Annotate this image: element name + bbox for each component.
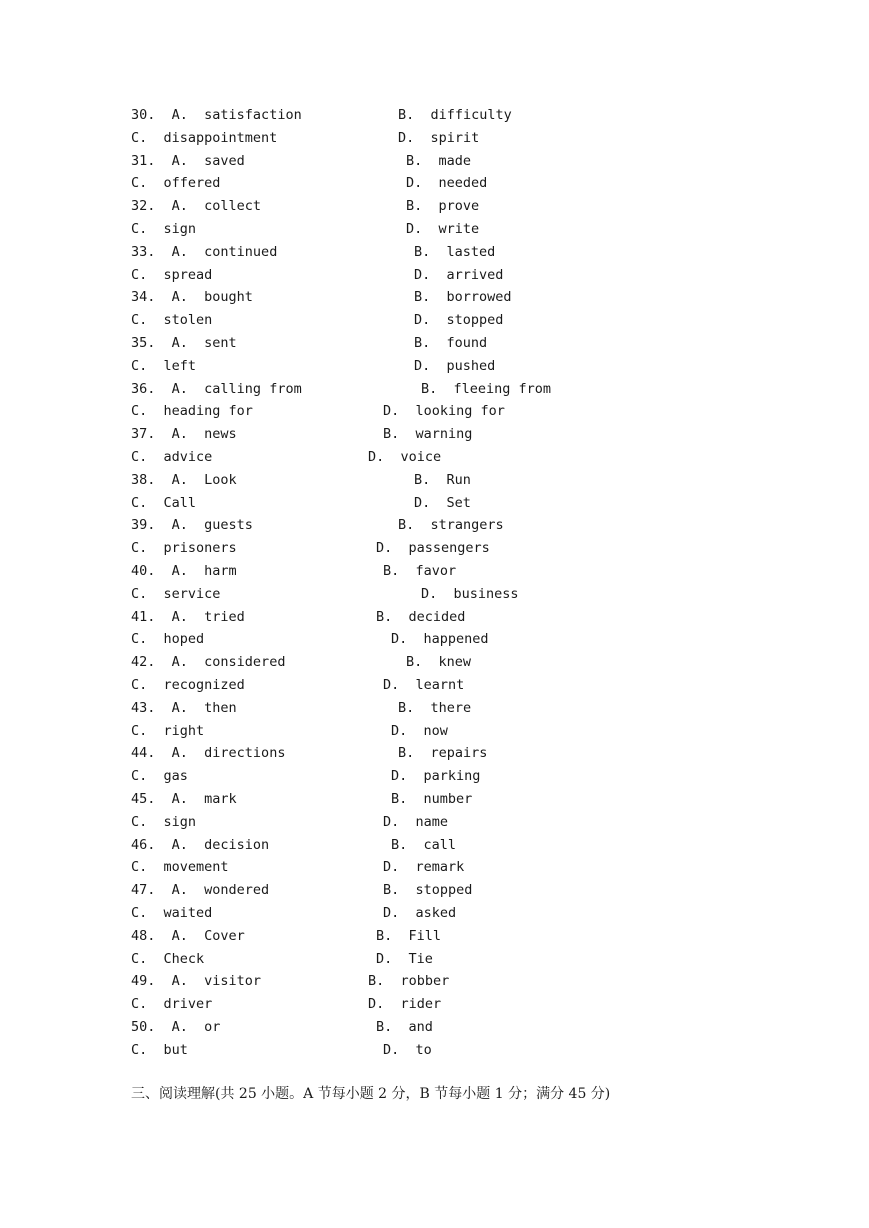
question-number: 35. [131, 335, 156, 351]
option-b: B. Run [414, 471, 471, 488]
question-label [131, 970, 261, 993]
question-label [131, 514, 253, 537]
option-c: C. gas [131, 768, 188, 785]
option-a: A. then [171, 699, 237, 716]
option-b: B. number [391, 791, 473, 807]
question-number: 33. [131, 243, 156, 260]
option-d: D. needed [406, 175, 488, 192]
option-d: D. stopped [414, 312, 504, 329]
question-number: 38. [131, 471, 156, 488]
option-b: B. stopped [383, 882, 473, 899]
option-c: C. driver [131, 996, 213, 1013]
option-a: A. harm [171, 563, 237, 579]
question-label [131, 742, 285, 765]
option-c: C. movement [131, 859, 229, 876]
question-label [131, 697, 237, 720]
option-c: C. sign [131, 813, 197, 830]
option-b: B. favor [383, 563, 457, 579]
option-a: A. or [171, 1019, 221, 1035]
option-c: C. right [131, 722, 205, 739]
question-label [131, 423, 237, 446]
question-number: 30. [131, 107, 156, 123]
option-b: B. made [406, 152, 472, 169]
option-a: A. tried [171, 608, 245, 625]
option-b: B. found [414, 335, 488, 351]
question-number: 32. [131, 198, 156, 215]
option-b: B. borrowed [414, 289, 512, 306]
option-c: C. Call [131, 494, 197, 511]
option-b: B. fleeing from [421, 380, 552, 397]
option-d: D. Set [414, 494, 471, 511]
question-number: 34. [131, 289, 156, 306]
option-d: D. Tie [376, 950, 433, 967]
question-number: 45. [131, 791, 156, 807]
option-c: C. prisoners [131, 540, 237, 557]
option-d: D. pushed [414, 357, 496, 374]
option-d: D. parking [391, 768, 481, 785]
option-a: A. bought [171, 289, 253, 306]
question-number: 49. [131, 973, 156, 990]
option-d: D. now [391, 722, 448, 739]
option-d: D. arrived [414, 266, 504, 283]
question-label [131, 651, 285, 674]
option-a: A. satisfaction [171, 107, 302, 123]
question-label [131, 286, 253, 309]
option-d: D. spirit [398, 129, 480, 146]
option-a: A. guests [171, 517, 253, 534]
option-b: B. knew [406, 654, 472, 671]
question-number: 36. [131, 380, 156, 397]
option-b: B. and [376, 1019, 433, 1035]
option-b: B. call [391, 836, 457, 853]
option-c: C. hoped [131, 631, 205, 648]
option-d: D. remark [383, 859, 465, 876]
question-number: 43. [131, 699, 156, 716]
question-number: 41. [131, 608, 156, 625]
option-a: A. collect [171, 198, 262, 215]
question-label [131, 879, 269, 902]
option-a: A. directions [171, 745, 286, 762]
option-d: D. asked [383, 905, 457, 921]
option-d: D. happened [391, 631, 489, 648]
option-c: C. disappointment [131, 129, 278, 146]
option-b: B. difficulty [398, 107, 512, 123]
option-a: A. saved [171, 152, 245, 169]
question-label [131, 834, 269, 857]
question-label [131, 606, 245, 629]
question-number: 50. [131, 1019, 156, 1035]
option-d: D. write [406, 221, 480, 237]
option-a: A. mark [171, 791, 237, 807]
option-a: A. Look [171, 471, 237, 488]
question-label [131, 560, 237, 583]
section-heading: 三、阅读理解(共 25 小题。A 节每小题 2 分，B 节每小题 1 分；满分 45 分) [131, 1086, 611, 1102]
question-number: 37. [131, 426, 156, 443]
option-c: C. recognized [131, 677, 245, 693]
option-c: C. service [131, 585, 221, 602]
option-c: C. advice [131, 449, 213, 465]
question-label [131, 788, 237, 811]
option-c: C. stolen [131, 312, 213, 329]
option-c: C. spread [131, 266, 213, 283]
option-a: A. Cover [171, 927, 245, 944]
option-c: C. but [131, 1041, 188, 1058]
question-number: 48. [131, 927, 156, 944]
question-number: 40. [131, 563, 156, 579]
question-number: 47. [131, 882, 156, 899]
option-b: B. prove [406, 198, 480, 215]
question-label [131, 925, 245, 948]
option-d: D. rider [368, 996, 442, 1013]
option-a: A. news [171, 426, 237, 443]
question-number: 46. [131, 836, 156, 853]
option-a: A. continued [171, 243, 278, 260]
option-d: D. voice [368, 449, 442, 465]
option-d: D. passengers [376, 540, 490, 557]
option-b: B. there [398, 699, 472, 716]
option-d: D. learnt [383, 677, 465, 693]
option-b: B. Fill [376, 927, 442, 944]
option-d: D. looking for [383, 403, 505, 420]
option-b: B. repairs [398, 745, 488, 762]
option-c: C. offered [131, 175, 221, 192]
option-b: B. decided [376, 608, 466, 625]
option-b: B. warning [383, 426, 473, 443]
question-number: 39. [131, 517, 156, 534]
question-label [131, 332, 237, 355]
option-a: A. wondered [171, 882, 270, 899]
question-number: 44. [131, 745, 156, 762]
question-label [131, 469, 237, 492]
option-b: B. robber [368, 973, 450, 990]
question-label [131, 150, 245, 173]
option-c: C. Check [131, 950, 205, 967]
option-d: D. business [421, 585, 519, 602]
question-label [131, 195, 261, 218]
option-b: B. lasted [414, 243, 496, 260]
option-a: A. decision [171, 836, 270, 853]
option-c: C. waited [131, 905, 213, 921]
option-a: A. calling from [171, 380, 302, 397]
question-label [131, 241, 277, 264]
option-d: D. name [383, 813, 449, 830]
option-c: C. left [131, 357, 197, 374]
question-number: 31. [131, 152, 156, 169]
option-c: C. heading for [131, 403, 253, 420]
option-c: C. sign [131, 221, 197, 237]
question-label [131, 104, 302, 127]
question-label [131, 378, 302, 401]
option-a: A. considered [171, 654, 286, 671]
question-number: 42. [131, 654, 156, 671]
option-b: B. strangers [398, 517, 504, 534]
question-label [131, 1016, 220, 1039]
option-d: D. to [383, 1041, 432, 1058]
option-a: A. visitor [171, 973, 262, 990]
option-a: A. sent [171, 335, 237, 351]
